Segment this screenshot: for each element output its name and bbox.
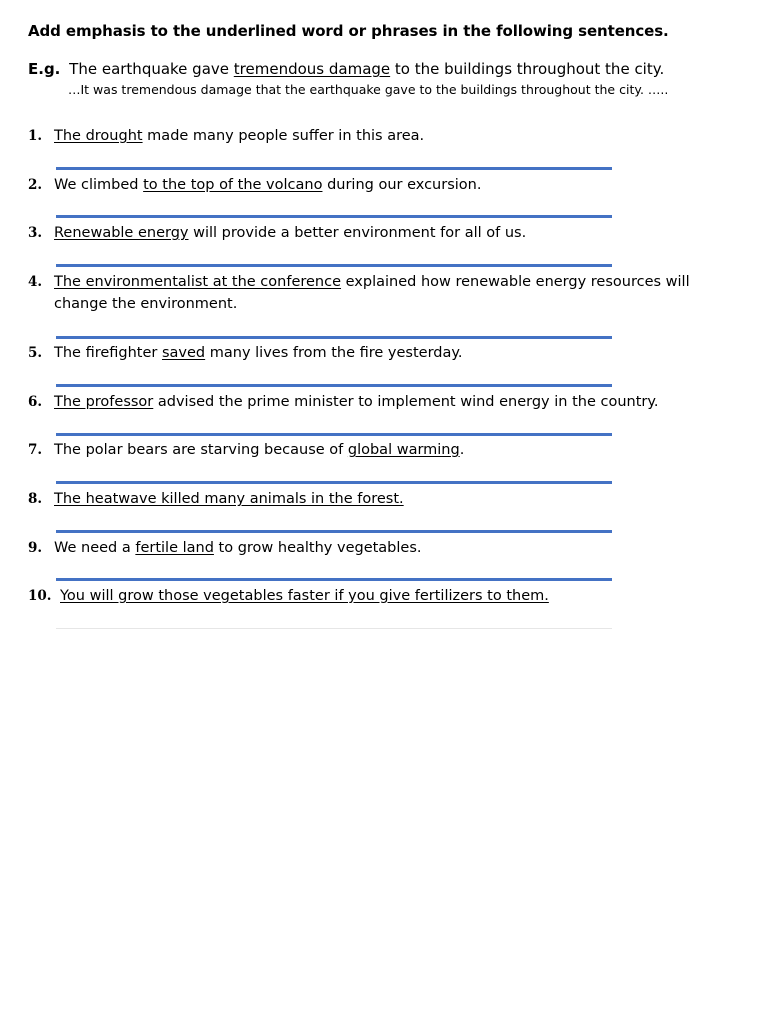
- question-number: 7.: [28, 442, 43, 458]
- question-number: 9.: [28, 540, 43, 556]
- question-1: [28, 125, 728, 147]
- question-part: We need a: [54, 540, 136, 556]
- question-4: [28, 271, 728, 315]
- question-8: [28, 488, 728, 510]
- question-number: 10.: [28, 588, 52, 604]
- question-part: made many people suffer in this area.: [142, 128, 425, 144]
- question-part: will provide a better environment for all of us.: [188, 225, 527, 241]
- answer-line-4[interactable]: [56, 336, 612, 339]
- question-number: 8.: [28, 491, 43, 507]
- worksheet-title: Add emphasis to the underlined word or phrases in the following sentences.: [28, 22, 669, 40]
- question-part-underlined: fertile land: [135, 540, 214, 556]
- question-part: during our excursion.: [322, 177, 482, 193]
- question-7: [28, 439, 728, 461]
- question-part: to grow healthy vegetables.: [213, 540, 422, 556]
- question-part: many lives from the fire yesterday.: [205, 345, 463, 361]
- answer-line-9[interactable]: [56, 578, 612, 581]
- question-part: .: [459, 442, 465, 458]
- question-9: [28, 537, 728, 559]
- answer-line-7[interactable]: [56, 481, 612, 484]
- question-part: The firefighter: [54, 345, 162, 361]
- question-5: [28, 342, 728, 364]
- answer-line-6[interactable]: [56, 433, 612, 436]
- answer-line-8[interactable]: [56, 530, 612, 533]
- question-number: 2.: [28, 177, 43, 193]
- question-number: 4.: [28, 274, 43, 290]
- question-part-underlined: The drought: [54, 128, 143, 144]
- question-part-underlined: The heatwave killed many animals in the forest.: [54, 491, 404, 507]
- question-number: 3.: [28, 225, 43, 241]
- question-3: [28, 222, 728, 244]
- example-sentence: [28, 60, 664, 78]
- question-2: [28, 174, 728, 196]
- question-part: explained how renewable energy resources will change the environment.: [54, 274, 690, 312]
- question-number: 5.: [28, 345, 43, 361]
- question-10: [28, 585, 728, 607]
- question-number: 1.: [28, 128, 43, 144]
- answer-line-5[interactable]: [56, 384, 612, 387]
- question-part: The polar bears are starving because of: [54, 442, 348, 458]
- question-part-underlined: The professor: [54, 394, 154, 410]
- example-answer: …It was tremendous damage that the earthquake gave to the buildings throughout the city. …..: [68, 82, 669, 97]
- question-part-underlined: You will grow those vegetables faster if you give fertilizers to them.: [60, 588, 549, 604]
- question-part-underlined: saved: [161, 345, 206, 361]
- question-part-underlined: Renewable energy: [54, 225, 189, 241]
- answer-line-3[interactable]: [56, 264, 612, 267]
- example-part: The earthquake gave: [69, 60, 234, 78]
- question-part-underlined: The environmentalist at the conference: [54, 274, 342, 290]
- question-part: advised the prime minister to implement wind energy in the country.: [153, 394, 659, 410]
- example-part-underlined: tremendous damage: [233, 60, 391, 78]
- question-part-underlined: global warming: [347, 442, 460, 458]
- answer-line-2[interactable]: [56, 215, 612, 218]
- answer-line-1[interactable]: [56, 167, 612, 170]
- example-label: E.g.: [28, 60, 61, 78]
- question-number: 6.: [28, 394, 43, 410]
- answer-line-10[interactable]: [56, 628, 612, 629]
- question-6: [28, 391, 728, 413]
- example-part: to the buildings throughout the city.: [390, 60, 665, 78]
- question-part-underlined: to the top of the volcano: [143, 177, 323, 193]
- question-part: We climbed: [54, 177, 144, 193]
